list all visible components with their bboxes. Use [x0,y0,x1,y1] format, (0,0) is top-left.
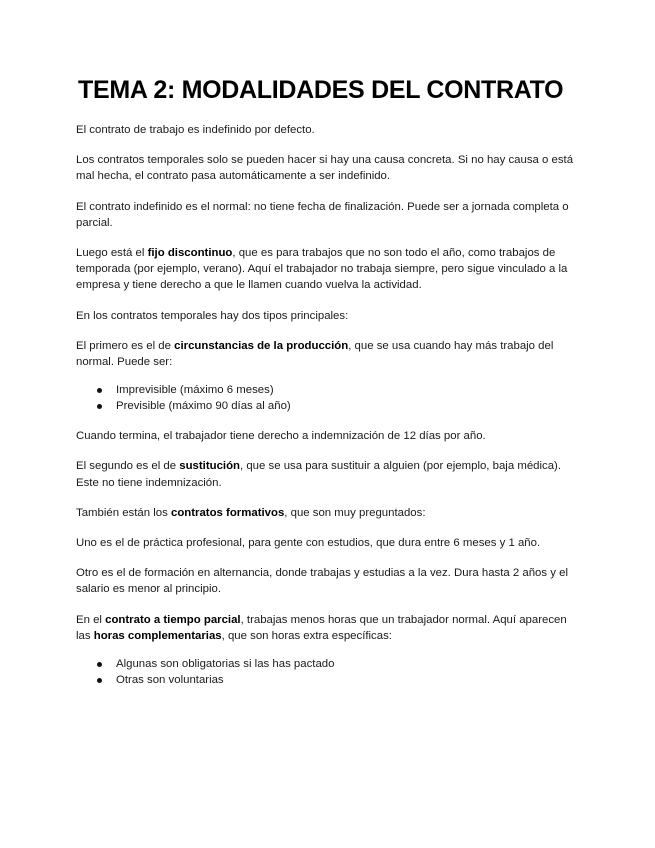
bullet-list-production [76,382,580,414]
text-segment: , que son muy preguntados: [284,506,426,519]
paragraph-production-circumstances [76,338,580,370]
bullet-icon [97,662,102,667]
text-segment: , trabajas menos horas que un trabajador normal. Aquí aparecen las [76,613,567,642]
paragraph-fijo-discontinuo [76,245,580,294]
paragraph-part-time [76,612,580,644]
bullet-list-complementary-hours [76,656,580,688]
bold-term: sustitución [179,460,240,473]
list-item-text: Imprevisible (máximo 6 meses) [116,384,274,397]
paragraph-indefinite-contract: El contrato indefinido es el normal: no tiene fecha de finalización. Puede ser a jornada completa o parcial. [76,200,569,229]
list-item-text: Algunas son obligatorias si las has pactado [116,658,335,671]
paragraph-professional-practice: Uno es el de práctica profesional, para gente con estudios, que dura entre 6 meses y 1 año. [76,537,541,550]
list-item [76,382,580,398]
text-segment: , que son horas extra específicas: [221,629,392,642]
document-body [76,122,580,702]
paragraph-default-contract: El contrato de trabajo es indefinido por defecto. [76,124,315,136]
text-segment: También están los [76,506,171,519]
paragraph-alternating-training: Otro es el de formación en alternancia, donde trabajas y estudias a la vez. Dura hasta 2 años y el salario es menor al principio. [76,567,568,596]
list-item-text: Otras son voluntarias [116,674,224,687]
text-segment: El segundo es el de [76,460,180,473]
text-segment: En el [76,613,106,626]
list-item [76,398,580,414]
text-segment: , que se usa para sustituir a alguien (por ejemplo, baja médica). Este no tiene indemnización. [76,460,562,489]
bullet-icon [97,678,102,683]
bold-term: contratos formativos [170,506,285,519]
paragraph-training-contracts [76,505,580,521]
bold-term: circunstancias de la producción [174,339,349,352]
list-item [76,656,580,672]
paragraph-substitution [76,458,580,490]
text-segment: , que es para trabajos que no son todo el año, como trabajos de temporada (por ejemplo, verano). Aquí el trabajador no trabaja siempre, pero sigue vinculado a la empresa y tiene derecho a que le llamen cuando vuelva la actividad. [76,247,568,292]
bold-term: contrato a tiempo parcial [105,613,241,626]
bullet-icon [97,388,102,393]
bold-term: fijo discontinuo [147,247,233,260]
text-segment: , que se usa cuando hay más trabajo del normal. Puede ser: [76,339,554,369]
bullet-icon [97,404,102,409]
text-segment: Luego está el [76,247,148,260]
paragraph-temporary-contracts: Los contratos temporales solo se pueden hacer si hay una causa concreta. Si no hay causa o está mal hecha, el contrato pasa automáticamente a ser indefinido. [76,154,574,183]
text-segment: El primero es el de [76,339,175,352]
list-item-text: Previsible (máximo 90 días al año) [116,400,291,413]
page-title: TEMA 2: MODALIDADES DEL CONTRATO [78,76,564,104]
bold-term: horas complementarias [93,629,222,642]
paragraph-indemnization: Cuando termina, el trabajador tiene derecho a indemnización de 12 días por año. [76,430,486,443]
paragraph-temporary-types: En los contratos temporales hay dos tipos principales: [76,309,349,322]
list-item [76,672,580,688]
